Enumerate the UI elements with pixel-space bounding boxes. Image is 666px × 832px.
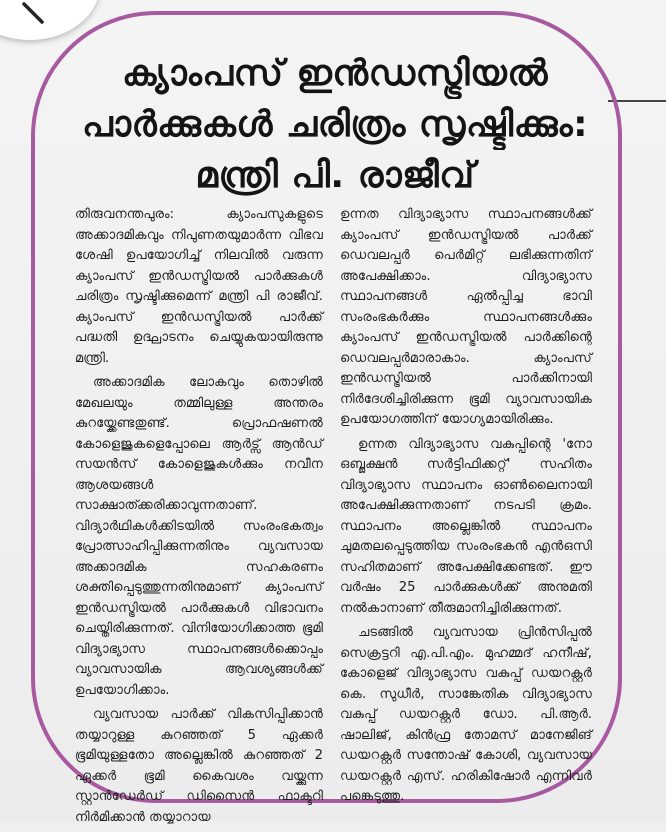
paragraph: വ്യവസായ പാർക്ക് വികസിപ്പിക്കാൻ തയ്യാറുള്ള കുറഞ്ഞത് 5 ഏക്കർ ഭൂമിയുള്ളതോ അല്ലെങ്കിൽ കുറഞ്ഞത് 2 ഏക്കർ ഭൂമി കൈവശം വയ്ക്കുന്ന സ്റ്റാൻഡേർഡ് ഡിസൈൻ ഫാക്ടറി നിർമിക്കാൻ തയ്യാറായ: [75, 707, 323, 825]
article-column-left: [75, 205, 323, 832]
paragraph: ഉന്നത വിദ്യാഭ്യാസ വകുപ്പിന്റെ 'നോ ഒബ്ജക്ഷൻ സർട്ടിഫിക്കറ്റ്' സഹിതം വിദ്യാഭ്യാസ സ്ഥാപനം ഓൺലൈനായി അപേക്ഷിക്കുന്നതാണ് നടപടി ക്രമം. സ്ഥാപനം അല്ലെങ്കിൽ സ്ഥാപനം ചുമതലപ്പെടുത്തിയ സംരംഭകൻ എൻഒസി സഹിതമാണ് അപേക്ഷിക്കേണ്ടത്. ഈ വർഷം 25 പാർക്കുകൾക്ക് അനുമതി നൽകാനാണ് തീരുമാനിച്ചിരിക്കുന്നത്.: [340, 436, 592, 616]
headline-line-2: പാർക്കുകൾ ചരിത്രം സൃഷ്ടിക്കും:: [81, 104, 589, 145]
back-arrow-icon: [20, 0, 46, 26]
headline: [70, 48, 600, 201]
headline-line-3: മന്ത്രി പി. രാജീവ്: [195, 155, 475, 196]
paragraph: ഉന്നത വിദ്യാഭ്യാസ സ്ഥാപനങ്ങൾക്ക് ക്യാംപസ് ഇൻഡസ്ട്രിയൽ പാർക്ക് ഡെവലപ്പർ പെർമിറ്റ് ലഭിക്കുന്നതിന് അപേക്ഷിക്കാം. വിദ്യാഭ്യാസ സ്ഥാപനങ്ങൾ ഏൽപ്പിച്ച ഭാവി സംരംഭകർക്കും സ്ഥാപനങ്ങൾക്കും ക്യാംപസ് ഇൻഡസ്ട്രിയൽ പാർക്കിന്റെ ഡെവലപ്പർമാരാകാം. ക്യാംപസ് ഇൻഡസ്ട്രിയൽ പാർക്കിനായി നിർദേശിച്ചിരിക്കുന്ന ഭൂമി വ്യാവസായിക ഉപയോഗത്തിന് യോഗ്യമായിരിക്കും.: [340, 207, 592, 427]
paragraph: ചടങ്ങിൽ വ്യവസായ പ്രിൻസിപ്പൽ സെക്രട്ടറി എ.പി.എം. മുഹമ്മദ് ഹനീഷ്, കോളെജ് വിദ്യാഭ്യാസ വകുപ്പ് ഡയറക്റ്റർ കെ. സുധീർ, സാങ്കേതിക വിദ്യാഭ്യാസ വകുപ്പ് ഡയറക്റ്റർ ഡോ. പി.ആർ. ഷാലിജ്, കിൻഫ്ര തോമസ് മാനേജിങ് ഡയറക്റ്റർ സന്തോഷ് കോശി, വ്യവസായ ഡയറക്റ്റർ എസ്. ഹരികിഷോർ എന്നിവർ പങ്കെടുത്തു.: [340, 625, 592, 804]
headline-line-1: ക്യാംപസ് ഇൻഡസ്ട്രിയൽ: [122, 53, 548, 94]
paragraph: തിരുവനന്തപുരം: ക്യാംപസുകളുടെ അക്കാദമികവും നിപുണതയുമാർന്ന വിഭവ ശേഷി ഉപയോഗിച്ച് നിലവിൽ വരുന്ന ക്യാംപസ് ഇൻഡസ്ട്രിയൽ പാർക്കുകൾ ചരിത്രം സൃഷ്ടിക്കുമെന്ന് മന്ത്രി പി രാജീവ്. ക്യാംപസ് ഇൻഡസ്ട്രിയൽ പാർക്ക് പദ്ധതി ഉദ്ഘാടനം ചെയ്യുകയായിരുന്നു മന്ത്രി.: [75, 207, 323, 366]
paragraph: അക്കാദമിക ലോകവും തൊഴിൽ മേഖലയും തമ്മിലുള്ള അന്തരം കുറയ്ക്കേണ്ടതുണ്ട്. പ്രൊഫഷണൽ കോളെജുകളെപ്പോലെ ആർട്സ് ആൻഡ് സയൻസ് കോളെജുകൾക്കും നവീന ആശയങ്ങൾ സാക്ഷാത്ക്കരിക്കാവുന്നതാണ്. വിദ്യാർഥികൾക്കിടയിൽ സംരംഭകത്വം പ്രോത്സാഹിപ്പിക്കുന്നതിനും വ്യവസായ അക്കാദമിക സഹകരണം ശക്തിപ്പെടുത്തുന്നതിനുമാണ് ക്യാംപസ് ഇൻഡസ്ട്രിയൽ പാർക്കുകൾ വിഭാവനം ചെയ്തിരിക്കുന്നത്. വിനിയോഗിക്കാത്ത ഭൂമി വിദ്യാഭ്യാസ സ്ഥാപനങ്ങൾക്കൊപ്പം വ്യാവസായിക ആവശ്യങ്ങൾക്ക് ഉപയോഗിക്കാം.: [75, 375, 323, 698]
article-column-right: [340, 205, 592, 812]
